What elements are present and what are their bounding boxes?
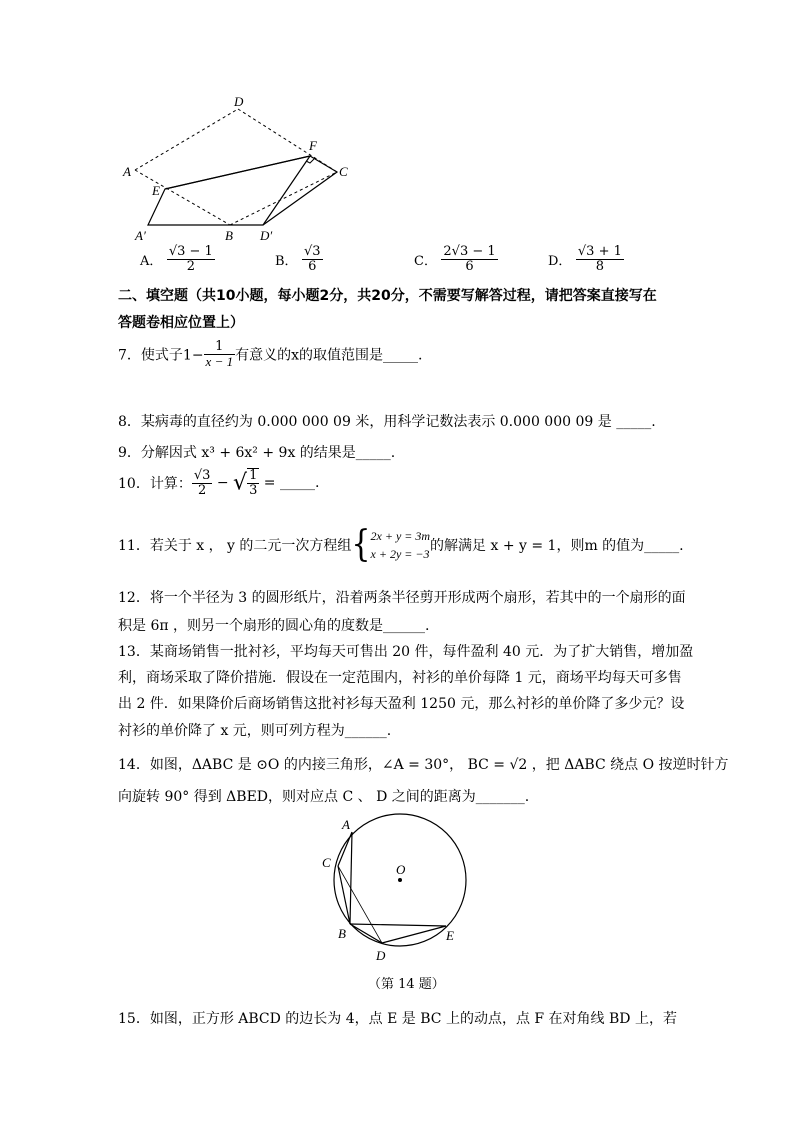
edge-f-dprime [263,156,310,225]
option-b[interactable] [275,245,323,274]
edge-e-f [165,156,310,189]
solid-parallelogram [148,156,337,225]
question-12-line1: 12．将一个半径为 3 的圆形纸片，沿着两条半径剪开形成两个扇形，若其中的一个扇形的面 [118,590,686,606]
question-13-line3: 出 2 件．如果降价后商场销售这批衬衫每天盈利 1250 元，那么衬衫的单价降了多少元？设 [118,696,685,712]
label-d: D [376,948,386,963]
label-o: O [396,862,406,877]
dashed-edge-a-d [135,109,238,170]
q10-frac1: $\frac{√3}{2}$ [193,467,211,498]
label-b: B [225,228,233,243]
sqrt-icon: √ [233,470,248,496]
question-13-line2: 利，商场采取了降价措施．假设在一定范围内，衬衫的单价每降 1 元，商场平均每天可多售 [118,670,682,686]
section-heading-line2: 答题卷相应位置上） [118,315,244,331]
question-7 [118,340,422,369]
brace-icon: { [351,523,371,566]
section-heading-line1: 二、填空题（共10小题，每小题2分，共20分，不需要写解答过程，请把答案直接写在 [118,288,657,304]
label-b: B [338,926,346,941]
figure-14-circle [318,812,478,972]
option-c-frac: $\frac{2√3 - 1}{6}$ [443,244,496,274]
label-e: E [152,183,160,198]
question-8: 8．某病毒的直径约为 0.000 000 09 米，用科学记数法表示 0.000 000 09 是 _____. [118,414,656,430]
question-13-line4: 衬衫的单价降了 x 元，则可列方程为______. [118,723,392,739]
option-b-label: B． [275,254,298,269]
question-11 [118,523,684,566]
option-d-label: D． [548,254,572,269]
dashed-edge-a-b [135,170,230,225]
option-a-label: A． [140,254,163,269]
q11-prefix: 11．若关于 x ， y 的二元一次方程组 [118,538,352,554]
center-dot [398,878,402,882]
question-14-line1: 14．如图，ΔABC 是 ⊙O 的内接三角形，∠A = 30°， BC = √2 ，把 ΔABC 绕点 O 按逆时针方 [118,757,729,773]
label-f: F [309,138,317,153]
option-d-frac: $\frac{√3 + 1}{8}$ [577,244,622,274]
label-a: A [342,817,350,832]
segment-a-c [338,832,352,866]
q10-minus: − [216,475,229,491]
q10-suffix: = _____. [263,475,320,491]
question-9: 9．分解因式 x³ + 6x² + 9x 的结果是_____. [118,445,396,461]
option-c-label: C． [414,254,437,269]
question-14-line2: 向旋转 90° 得到 ΔBED，则对应点 C 、 D 之间的距离为_______. [118,789,530,805]
label-c: C [322,855,331,870]
label-d: D [234,94,244,109]
option-a-frac: $\frac{√3 - 1}{2}$ [168,244,213,274]
option-b-frac: $\frac{√3}{6}$ [304,244,321,274]
label-a-prime: A′ [135,228,146,243]
segment-b-e [350,924,446,926]
question-12-line2: 积是 6π ，则另一个扇形的圆心角的度数是______. [118,618,430,634]
q11-system: 2x + y = 3m x + 2y = −3 [370,529,431,561]
q10-frac2: $\frac{1}{3}$ [249,468,258,498]
question-10 [118,468,319,498]
q7-prefix: 7．使式子1− [118,347,204,364]
figure-14-caption: （第 14 题） [368,977,445,992]
label-e: E [446,928,454,943]
figure-rotated-parallelogram [115,92,365,247]
option-c[interactable] [414,245,498,274]
option-d[interactable] [548,245,624,274]
question-13-line1: 13．某商场销售一批衬衫，平均每天可售出 20 件，每件盈利 40 元．为了扩大销售，增加盈 [118,644,694,660]
q10-prefix: 10．计算： [118,476,192,492]
segment-a-b [350,832,352,924]
label-a: A [123,164,131,179]
segment-b-d [350,924,382,943]
label-d-prime: D′ [260,228,273,243]
question-15: 15．如图，正方形 ABCD 的边长为 4，点 E 是 BC 上的动点，点 F 在对角线 BD 上，若 [118,1011,677,1027]
q7-suffix: 有意义的x的取值范围是_____. [235,347,423,364]
dashed-edge-b-c [230,172,337,225]
label-c: C [339,164,348,179]
option-a[interactable] [140,245,215,274]
q11-suffix: 的解满足 x + y = 1，则m 的值为_____. [430,538,684,554]
q7-fraction: $\frac{1}{x - 1}$ [205,339,234,369]
